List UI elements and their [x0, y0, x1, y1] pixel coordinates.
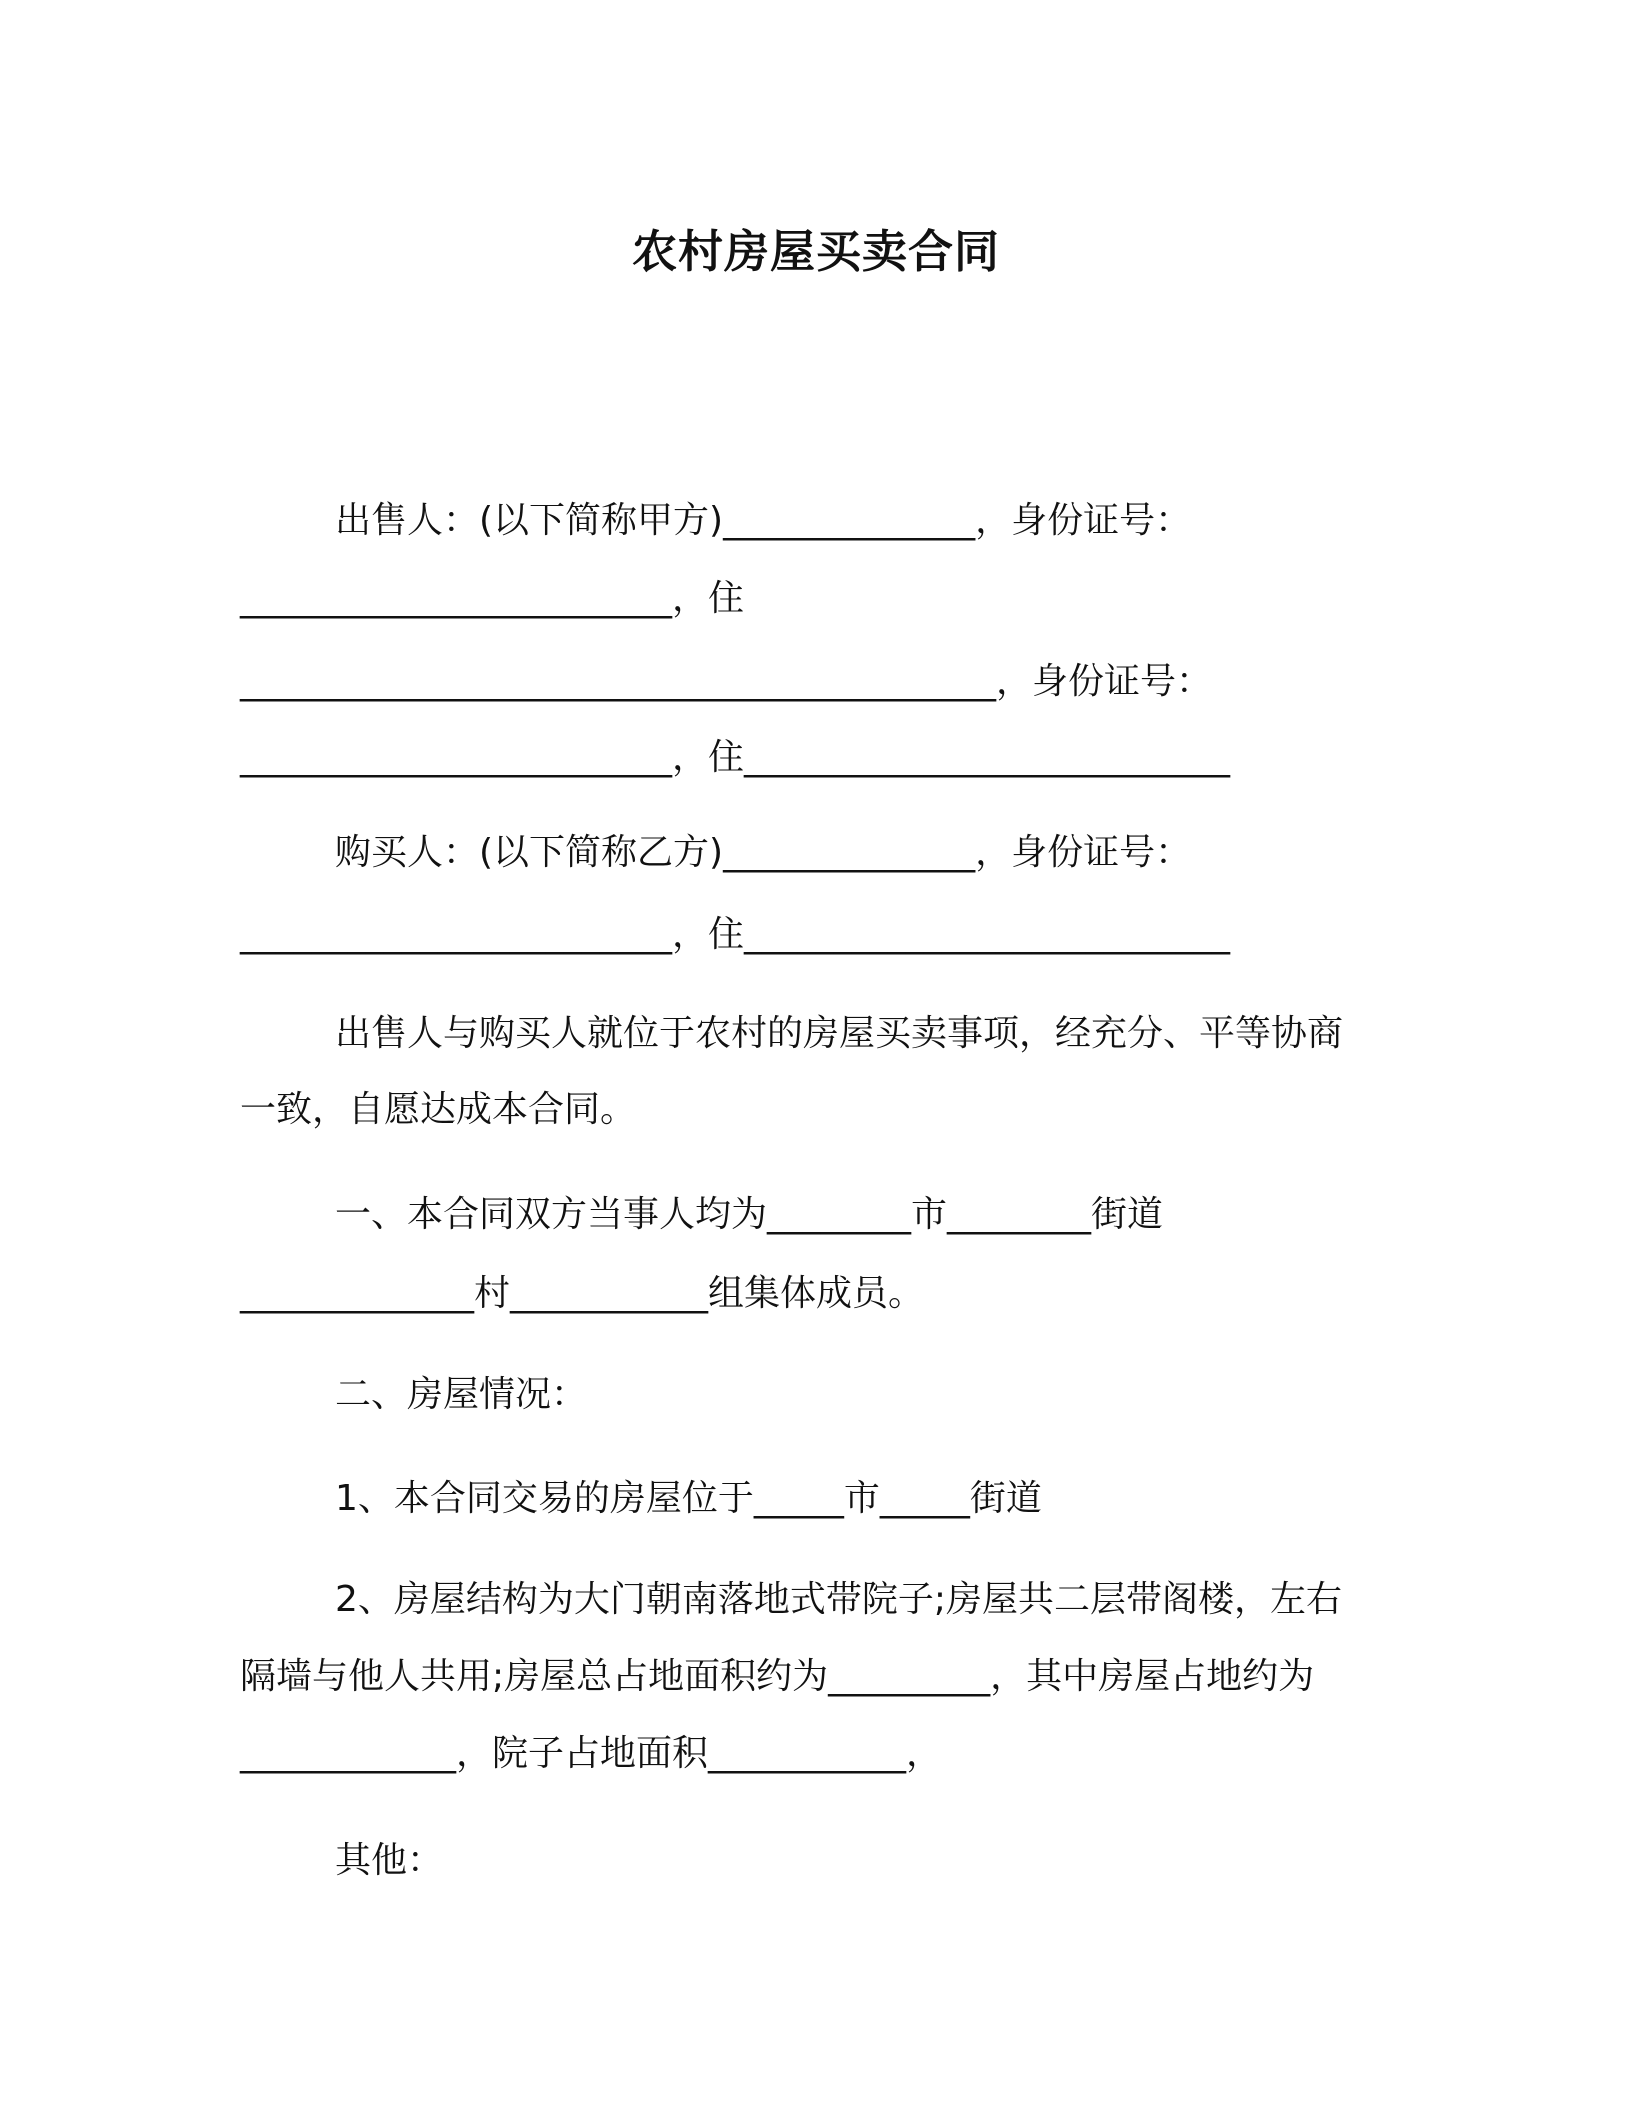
clause-2-item-1: 1、本合同交易的房屋位于_____市_____街道 [335, 1478, 1042, 1519]
other-heading: 其他： [335, 1840, 444, 1881]
seller-line-3: __________________________________________，身份证号： [240, 661, 1213, 702]
clause-1-line-2: _____________村___________组集体成员。 [240, 1273, 925, 1314]
clause-2-item-2-line-1: 2、房屋结构为大门朝南落地式带院子;房屋共二层带阁楼，左右 [335, 1579, 1343, 1620]
buyer-line-1: 购买人：(以下简称乙方)______________，身份证号： [335, 832, 1192, 873]
clause-2-item-2-line-3: ____________，院子占地面积___________， [240, 1733, 943, 1774]
intro-line-1: 出售人与购买人就位于农村的房屋买卖事项，经充分、平等协商 [335, 1013, 1344, 1054]
intro-line-2: 一致，自愿达成本合同。 [240, 1089, 637, 1130]
seller-line-2: ________________________，住 [240, 578, 745, 619]
contract-title: 农村房屋买卖合同 [631, 225, 1000, 278]
clause-1-line-1: 一、本合同双方当事人均为________市________街道 [335, 1194, 1164, 1235]
seller-line-4: ________________________，住___________________________ [240, 737, 1230, 778]
seller-line-1: 出售人：(以下简称甲方)______________，身份证号： [335, 500, 1192, 541]
clause-2-item-2-line-2: 隔墙与他人共用;房屋总占地面积约为_________，其中房屋占地约为 [240, 1656, 1315, 1697]
clause-2-heading: 二、房屋情况： [335, 1374, 588, 1415]
buyer-line-2: ________________________，住___________________________ [240, 914, 1230, 955]
